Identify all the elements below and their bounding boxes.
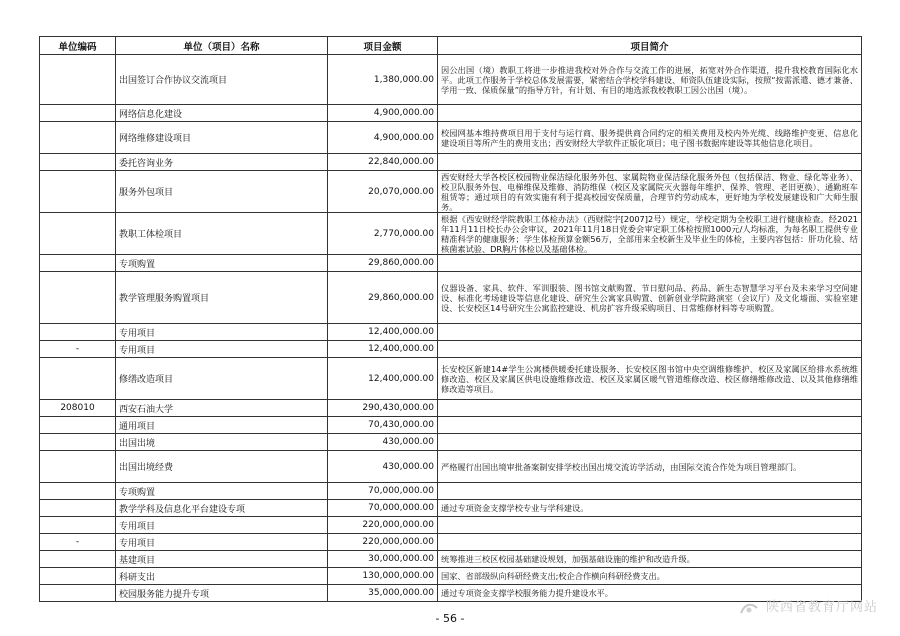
cell-amount: 290,430,000.00 — [328, 400, 438, 417]
cell-code — [40, 417, 116, 434]
cell-amount: 70,000,000.00 — [328, 500, 438, 517]
cell-name: 教学管理服务购置项目 — [116, 272, 328, 324]
cell-amount: 130,000,000.00 — [328, 568, 438, 585]
cell-description: 通过专项资金支撑学校服务能力提升建设水平。 — [438, 585, 862, 602]
cell-code — [40, 434, 116, 451]
cell-name: 服务外包项目 — [116, 171, 328, 213]
cell-code — [40, 213, 116, 255]
table-row — [40, 451, 862, 483]
cell-name: 教职工体检项目 — [116, 213, 328, 255]
page-number: - 56 - — [435, 612, 465, 625]
cell-name: 出国出境经费 — [116, 451, 328, 483]
cell-amount: 70,000,000.00 — [328, 483, 438, 500]
cell-name: 委托咨询业务 — [116, 154, 328, 171]
cell-code — [40, 122, 116, 154]
cell-code — [40, 500, 116, 517]
cell-description — [438, 324, 862, 341]
table-row — [40, 255, 862, 272]
cell-description — [438, 483, 862, 500]
cell-code — [40, 154, 116, 171]
cell-code: - — [40, 341, 116, 358]
cell-code — [40, 272, 116, 324]
cell-code — [40, 517, 116, 534]
cell-amount: 35,000,000.00 — [328, 585, 438, 602]
cell-description: 统筹推进三校区校园基础建设规划，加强基础设施的维护和改造升级。 — [438, 551, 862, 568]
table-row — [40, 358, 862, 400]
cell-description — [438, 255, 862, 272]
cell-code — [40, 55, 116, 105]
cell-description: 仪器设备、家具、软件、军训服装、图书馆文献购置、节日慰问品、药品、新生态智慧学习平台及未来学习空间建设、标准化考场建设等信息化建设、研究生公寓家具购置、创新创业学院路演室（会议厅）及文化墙面、实验室建设、长安校区14号研究生公寓监控建设、机房扩容升级采购项目、日常维修材料等专项购置。 — [438, 272, 862, 324]
watermark-text: 陕西省教育厅网站 — [765, 600, 878, 615]
cell-name: 网络维修建设项目 — [116, 122, 328, 154]
table-row — [40, 500, 862, 517]
cell-amount: 220,000,000.00 — [328, 534, 438, 551]
cell-name: 教学学科及信息化平台建设专项 — [116, 500, 328, 517]
cell-amount: 30,000,000.00 — [328, 551, 438, 568]
cell-name: 专项购置 — [116, 255, 328, 272]
table-row — [40, 213, 862, 255]
cell-code — [40, 483, 116, 500]
header-amount: 项目金额 — [328, 37, 438, 55]
table-row — [40, 324, 862, 341]
table-row — [40, 483, 862, 500]
cell-description — [438, 400, 862, 417]
cell-name: 专用项目 — [116, 341, 328, 358]
cell-description: 严格履行出国出境审批备案制安排学校出国出境交流访学活动，由国际交流合作处为项目管理部门。 — [438, 451, 862, 483]
header-description: 项目简介 — [438, 37, 862, 55]
cell-amount: 2,770,000.00 — [328, 213, 438, 255]
cell-amount: 1,380,000.00 — [328, 55, 438, 105]
cell-amount: 20,070,000.00 — [328, 171, 438, 213]
budget-table — [39, 36, 862, 602]
cell-code: - — [40, 534, 116, 551]
table-header-row — [40, 37, 862, 55]
cell-name: 专项购置 — [116, 483, 328, 500]
cell-name: 专用项目 — [116, 534, 328, 551]
cell-name: 出国出境 — [116, 434, 328, 451]
cell-name: 西安石油大学 — [116, 400, 328, 417]
cell-amount: 12,400,000.00 — [328, 358, 438, 400]
cell-amount: 29,860,000.00 — [328, 255, 438, 272]
cell-code — [40, 568, 116, 585]
table-row — [40, 551, 862, 568]
cell-description: 校园网基本维持费项目用于支付与运行商、服务提供商合同约定的相关费用及校内外光缆、线路维护变更、信息化建设项目等所产生的费用支出；西安财经大学软件正版化项目；电子图书数据库建设等其他信息化项目。 — [438, 122, 862, 154]
cell-description — [438, 434, 862, 451]
cell-code — [40, 451, 116, 483]
cell-amount: 4,900,000.00 — [328, 122, 438, 154]
table-row — [40, 55, 862, 105]
cell-code — [40, 551, 116, 568]
cell-name: 专用项目 — [116, 324, 328, 341]
header-unit-code: 单位编码 — [40, 37, 116, 55]
cell-amount: 4,900,000.00 — [328, 105, 438, 122]
cell-name: 科研支出 — [116, 568, 328, 585]
cell-code — [40, 585, 116, 602]
cell-description: 国家、省部级纵向科研经费支出;校企合作横向科研经费支出。 — [438, 568, 862, 585]
cell-code — [40, 358, 116, 400]
cell-description — [438, 341, 862, 358]
cell-description: 西安财经大学各校区校园物业保洁绿化服务外包、家属院物业保洁绿化服务外包（包括保洁、物业、绿化等业务）、校卫队服务外包、电梯维保及维修、消防维保（校区及家属院灭火器每年维护、保养、管理、老旧更换）、通勤班车租赁等；通过项目的有效实施有利于提高校园安保质量，合理节约劳动成本，更好地为学校发展建设和广大师生服务。 — [438, 171, 862, 213]
table-row — [40, 434, 862, 451]
cell-amount: 220,000,000.00 — [328, 517, 438, 534]
cell-description: 根据《西安财经学院教职工体检办法》（西财院字[2007]2号）规定，学校定期为全校职工进行健康检查。经2021年11月11日校长办公会审议，2021年11月18日党委会审定职工体检按照1000元/人均标准，为每名职工提供专业精准科学的健康服务；学生体检预算金额56万，全部用来全校新生及毕业生的体检，主要内容包括：肝功化验、结核菌素试验、DR胸片体检以及基础体检。 — [438, 213, 862, 255]
table-row — [40, 154, 862, 171]
table-row — [40, 417, 862, 434]
cell-description: 因公出国（境）教职工将进一步推进我校对外合作与交流工作的进展，拓宽对外合作渠道，提升我校教育国际化水平。此项工作服务于学校总体发展需要，紧密结合学校学科建设、师资队伍建设实际，按照“按需派遣、德才兼备、学用一致、保质保量”的指导方针，有计划、有目的地选派我校教职工因公出国（境）。 — [438, 55, 862, 105]
cell-amount: 430,000.00 — [328, 451, 438, 483]
header-unit-name: 单位（项目）名称 — [116, 37, 328, 55]
table-row — [40, 122, 862, 154]
cell-code: 208010 — [40, 400, 116, 417]
cell-name: 专用项目 — [116, 517, 328, 534]
cell-amount: 70,430,000.00 — [328, 417, 438, 434]
table-row — [40, 585, 862, 602]
cell-amount: 22,840,000.00 — [328, 154, 438, 171]
cell-description — [438, 154, 862, 171]
cell-name: 基建项目 — [116, 551, 328, 568]
cell-name: 出国签订合作协议交流项目 — [116, 55, 328, 105]
cell-amount: 12,400,000.00 — [328, 324, 438, 341]
table-row — [40, 400, 862, 417]
cell-name: 修缮改造项目 — [116, 358, 328, 400]
cell-description — [438, 517, 862, 534]
cell-amount: 12,400,000.00 — [328, 341, 438, 358]
cell-description — [438, 534, 862, 551]
table-row — [40, 171, 862, 213]
table-row — [40, 517, 862, 534]
cell-code — [40, 105, 116, 122]
cell-description — [438, 417, 862, 434]
cell-description: 通过专项资金支撑学校专业与学科建设。 — [438, 500, 862, 517]
table-row — [40, 341, 862, 358]
cell-name: 网络信息化建设 — [116, 105, 328, 122]
table-row — [40, 568, 862, 585]
table-row — [40, 534, 862, 551]
cell-code — [40, 171, 116, 213]
cell-amount: 430,000.00 — [328, 434, 438, 451]
cell-amount: 29,860,000.00 — [328, 272, 438, 324]
cell-code — [40, 255, 116, 272]
cell-description — [438, 105, 862, 122]
table-row — [40, 105, 862, 122]
cell-name: 通用项目 — [116, 417, 328, 434]
cell-code — [40, 324, 116, 341]
cell-description: 长安校区新建14#学生公寓楼供暖委托建设服务、长安校区图书馆中央空调维修维护、校区及家属区给排水系统维修改造、校区及家属区供电设施维修改造、校区及家属区暖气管道维修改造、校区修缮维修改造、以及其他修缮维修改造等项目。 — [438, 358, 862, 400]
cell-name: 校园服务能力提升专项 — [116, 585, 328, 602]
table-row — [40, 272, 862, 324]
